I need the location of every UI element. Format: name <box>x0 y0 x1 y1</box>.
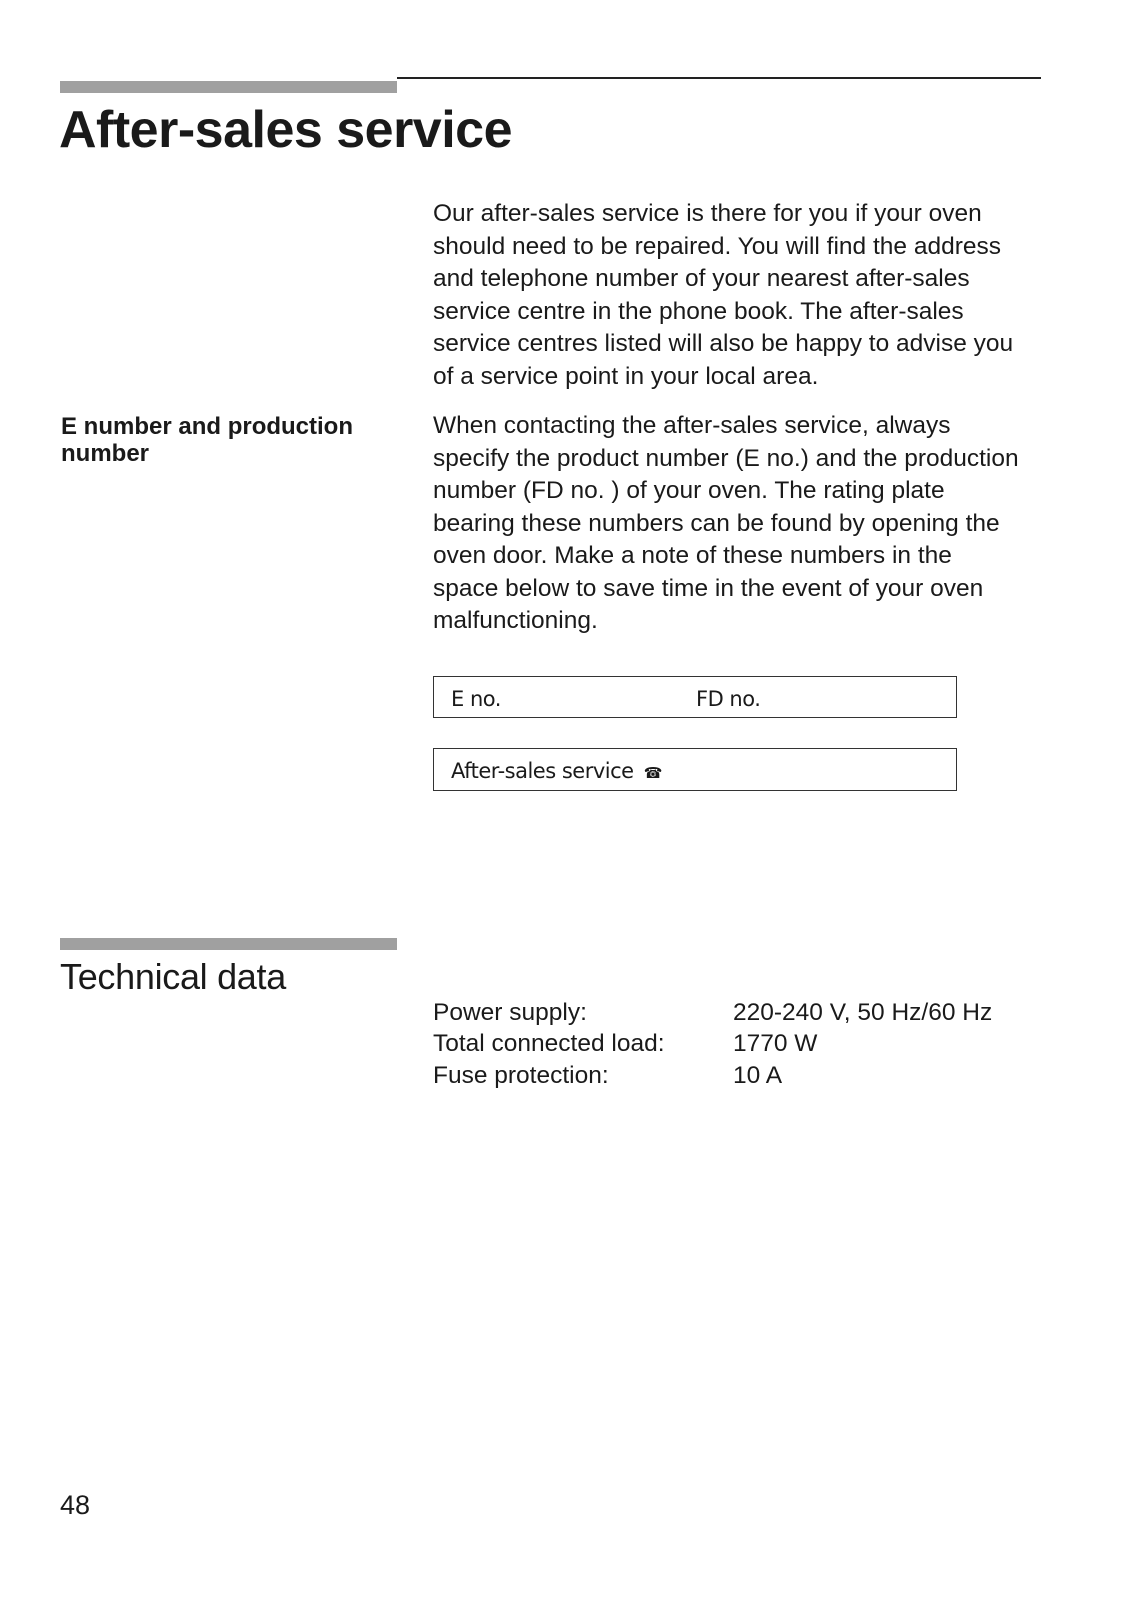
header-rule <box>397 77 1041 79</box>
intro-line: service centres listed will also be happy to advise you <box>433 330 1014 357</box>
e-number-heading <box>61 413 353 467</box>
technical-data-title: Technical data <box>60 956 286 997</box>
spec-value: 1770 W <box>733 1030 818 1057</box>
heading-line: number <box>61 440 150 467</box>
body-line: malfunctioning. <box>433 607 598 634</box>
body-line: space below to save time in the event of your oven <box>433 574 984 602</box>
fd-no-label: FD no. <box>696 687 761 711</box>
phone-icon: ☎ <box>643 764 662 782</box>
section-bar-after-sales <box>60 81 397 93</box>
body-line: specify the product number (E no.) and the production <box>433 444 1019 472</box>
spec-label: Total connected load: <box>433 1030 665 1057</box>
after-sales-service-label <box>451 759 662 783</box>
section-bar-technical <box>60 938 397 950</box>
after-sales-phone-box[interactable] <box>433 748 957 791</box>
spec-value: 220-240 V, 50 Hz/60 Hz <box>733 999 993 1026</box>
spec-value: 10 A <box>733 1062 783 1089</box>
body-line: bearing these numbers can be found by opening the <box>433 509 1000 537</box>
body-line: oven door. Make a note of these numbers in the <box>433 542 952 569</box>
intro-line: should need to be repaired. You will find the address <box>433 232 1001 260</box>
e-no-label: E no. <box>451 687 501 711</box>
e-fd-number-box[interactable] <box>433 676 957 718</box>
page-number: 48 <box>60 1490 91 1520</box>
body-line: number (FD no. ) of your oven. The rating plate <box>433 477 945 504</box>
intro-paragraph <box>433 198 1013 393</box>
technical-data-table <box>433 997 1053 1097</box>
service-label-text: After-sales service <box>451 759 634 783</box>
heading-line: E number and production <box>61 413 353 440</box>
intro-line: service centre in the phone book. The after-sales <box>433 297 964 325</box>
intro-line: and telephone number of your nearest after-sales <box>433 265 970 292</box>
e-number-paragraph <box>433 410 1019 638</box>
body-line: When contacting the after-sales service, always <box>433 412 951 439</box>
spec-label: Power supply: <box>433 999 587 1026</box>
page-title: After-sales service <box>59 101 513 159</box>
intro-line: Our after-sales service is there for you if your oven <box>433 200 982 227</box>
spec-label: Fuse protection: <box>433 1062 609 1089</box>
intro-line: of a service point in your local area. <box>433 362 819 390</box>
